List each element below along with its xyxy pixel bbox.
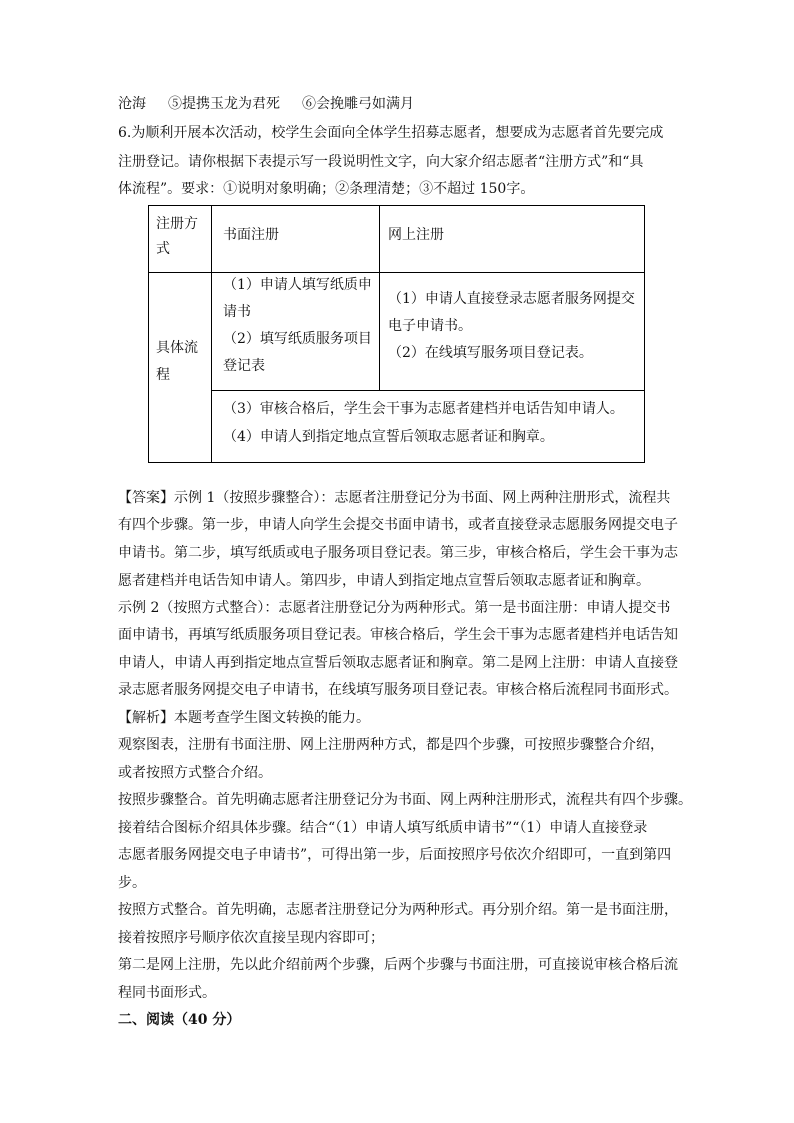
online-step-2: （2）在线填写服务项目登记表。 [388,345,593,361]
answer-line-2: 有四个步骤。第一步，申请人向学生会提交书面申请书，或者直接登录志愿服务网提交电子 [118,517,678,533]
poem-fragment: 沧海 [118,96,146,112]
row-label-line2: 程 [156,367,170,383]
answer-line-5: 示例 2（按照方式整合）：志愿者注册登记分为两种形式。第一是书面注册：申请人提交书 [118,600,671,616]
analysis-line-10: 第二是网上注册，先以此介绍前两个步骤，后两个步骤与书面注册，可直接说审核合格后流 [118,957,678,973]
paper-step-1b: 请书 [223,304,251,320]
analysis-line-2: 观察图表，注册有书面注册、网上注册两种方式，都是四个步骤，可按照步骤整合介绍， [118,737,664,753]
paper-step-1a: （1）申请人填写纸质申 [223,277,372,293]
answer-line-8: 录志愿者服务网提交电子申请书，在线填写服务项目登记表。审核合格后流程同书面形式。 [118,682,678,698]
analysis-line-5: 接着结合图标介绍具体步骤。结合“（1）申请人填写纸质申请书”“（1）申请人直接登录 [118,820,648,836]
analysis-line-3: 或者按照方式整合介绍。 [118,765,272,781]
question-text-3: 体流程”。要求：①说明对象明确；②条理清楚；③不超过 150字。 [118,181,535,197]
paper-step-2a: （2）填写纸质服务项目 [223,331,372,347]
question-text-1: 6.为顺利开展本次活动，校学生会面向全体学生招募志愿者，想要成为志愿者首先要完成 [118,125,664,141]
analysis-line-7: 步。 [118,875,146,891]
question-text-2: 注册登记。请你根据下表提示写一段说明性文字，向大家介绍志愿者“注册方式”和“具 [118,154,644,170]
poem-line-5: ⑤提携玉龙为君死 [168,96,280,112]
poem-line [118,96,414,112]
online-step-1b: 电子申请书。 [388,318,472,334]
analysis-line-4: 按照步骤整合。首先明确志愿者注册登记分为书面、网上两种注册形式，流程共有四个步骤。 [118,792,692,808]
online-step-1a: （1）申请人直接登录志愿者服务网提交 [388,291,635,307]
header-online: 网上注册 [388,227,444,243]
analysis-line-1: 【解析】本题考查学生图文转换的能力。 [118,710,370,726]
row-label-line1: 具体流 [156,340,198,356]
header-paper: 书面注册 [223,227,279,243]
answer-line-7: 申请人，申请人再到指定地点宣誓后领取志愿者证和胸章。第二是网上注册：申请人直接登 [118,655,678,671]
paper-step-2b: 登记表 [223,358,265,374]
answer-line-4: 愿者建档并电话告知申请人。第四步，申请人到指定地点宣誓后领取志愿者证和胸章。 [118,573,650,589]
header-method-line1: 注册方 [156,216,198,232]
common-step-4: （4）申请人到指定地点宣誓后领取志愿者证和胸章。 [223,429,554,445]
registration-table [148,205,645,463]
poem-line-6: ⑥会挽雕弓如满月 [302,96,414,112]
answer-line-1: 【答案】示例 1（按照步骤整合）：志愿者注册登记分为书面、网上两种注册形式，流程共 [118,490,671,506]
analysis-line-8: 按照方式整合。首先明确，志愿者注册登记分为两种形式。再分别介绍。第一是书面注册， [118,902,678,918]
analysis-line-6: 志愿者服务网提交电子申请书”，可得出第一步，后面按照序号依次介绍即可，一直到第四 [118,847,672,863]
answer-line-3: 申请书。第二步，填写纸质或电子服务项目登记表。第三步，审核合格后，学生会干事为志 [118,545,678,561]
answer-line-6: 面申请书，再填写纸质服务项目登记表。审核合格后，学生会干事为志愿者建档并电话告知 [118,627,678,643]
header-method-line2: 式 [156,241,170,257]
common-step-3: （3）审核合格后，学生会干事为志愿者建档并电话告知申请人。 [223,401,624,417]
analysis-line-11: 程同书面形式。 [118,985,216,1001]
section-heading: 二、阅读（40 分） [118,1012,241,1028]
analysis-line-9: 接着按照序号顺序依次直接呈现内容即可； [118,930,384,946]
